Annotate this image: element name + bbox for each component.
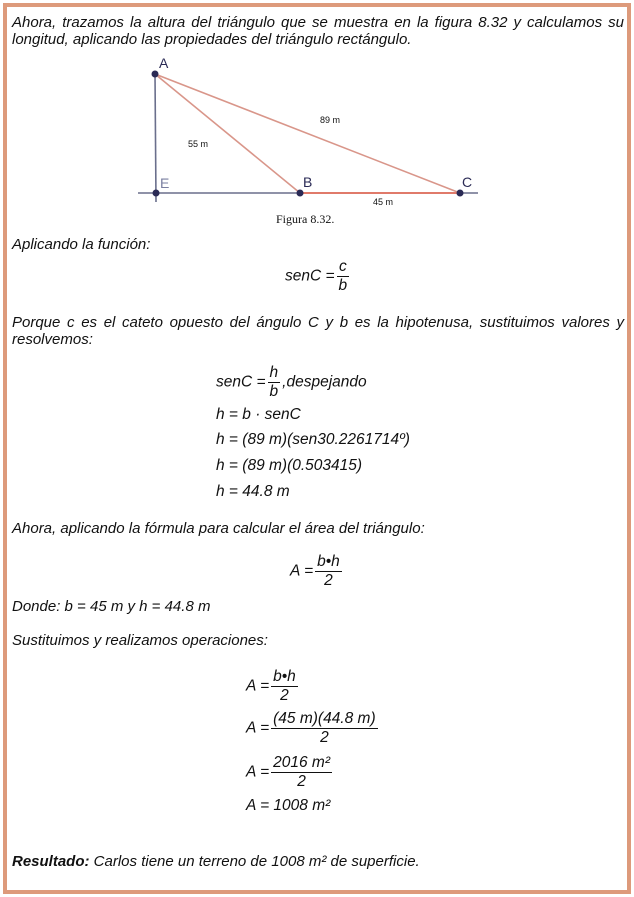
result-text: Carlos tiene un terreno de 1008 m² de superficie. [89, 853, 420, 870]
equation-sen-c: senC = $\frac{c}{b}$ [285, 258, 348, 294]
result-label: Resultado: [12, 853, 90, 870]
equation-area: A = $\frac{b•h}{2}$ [290, 553, 340, 589]
point-a [152, 71, 159, 78]
operation-3: A = $\frac{\text{2016 m²}}{2}$ [246, 754, 330, 790]
label-side-ac: 89 m [320, 115, 341, 125]
step-5: h = 44.8 m [216, 483, 290, 500]
point-e [153, 190, 160, 197]
point-c [457, 190, 464, 197]
label-b: B [303, 174, 313, 190]
result-line [12, 853, 624, 870]
substitute-text: Sustituimos y realizamos operaciones: [12, 632, 268, 649]
label-a: A [159, 55, 169, 71]
side-ab-line [155, 74, 300, 193]
apply-function-text: Aplicando la función: [12, 236, 151, 253]
label-side-ab: 55 m [188, 139, 209, 149]
step-3: h = (89 m)(sen30.2261714º) [216, 431, 410, 448]
altitude-line [155, 74, 156, 202]
operation-2: A = $\frac{(45 m)(44.8 m)}{2}$ [246, 710, 376, 746]
label-e: E [160, 175, 170, 191]
step-2: h = b · senC [216, 406, 301, 423]
operation-1: A = $\frac{b•h}{2}$ [246, 668, 296, 704]
figure-caption: Figura 8.32. [276, 212, 335, 226]
because-paragraph: Porque c es el cateto opuesto del ángulo C y b es la hipotenusa, sustituimos valores y resolvemos: [12, 314, 624, 348]
label-c: C [462, 174, 473, 190]
where-text: Donde: b = 45 m y h = 44.8 m [12, 598, 211, 615]
triangle-figure [130, 52, 480, 212]
point-b [297, 190, 304, 197]
area-formula-text: Ahora, aplicando la fórmula para calcular el área del triángulo: [12, 520, 425, 537]
operation-4: A = 1008 m² [246, 797, 331, 814]
label-side-bc: 45 m [373, 197, 394, 207]
intro-paragraph: Ahora, trazamos la altura del triángulo que se muestra en la figura 8.32 y calculamos su longitud, aplicando las propiedades del triángulo rectángulo. [12, 14, 624, 48]
step-1: senC = $\frac{h}{b}$ ,despejando [216, 364, 367, 400]
step-4: h = (89 m)(0.503415) [216, 457, 363, 474]
